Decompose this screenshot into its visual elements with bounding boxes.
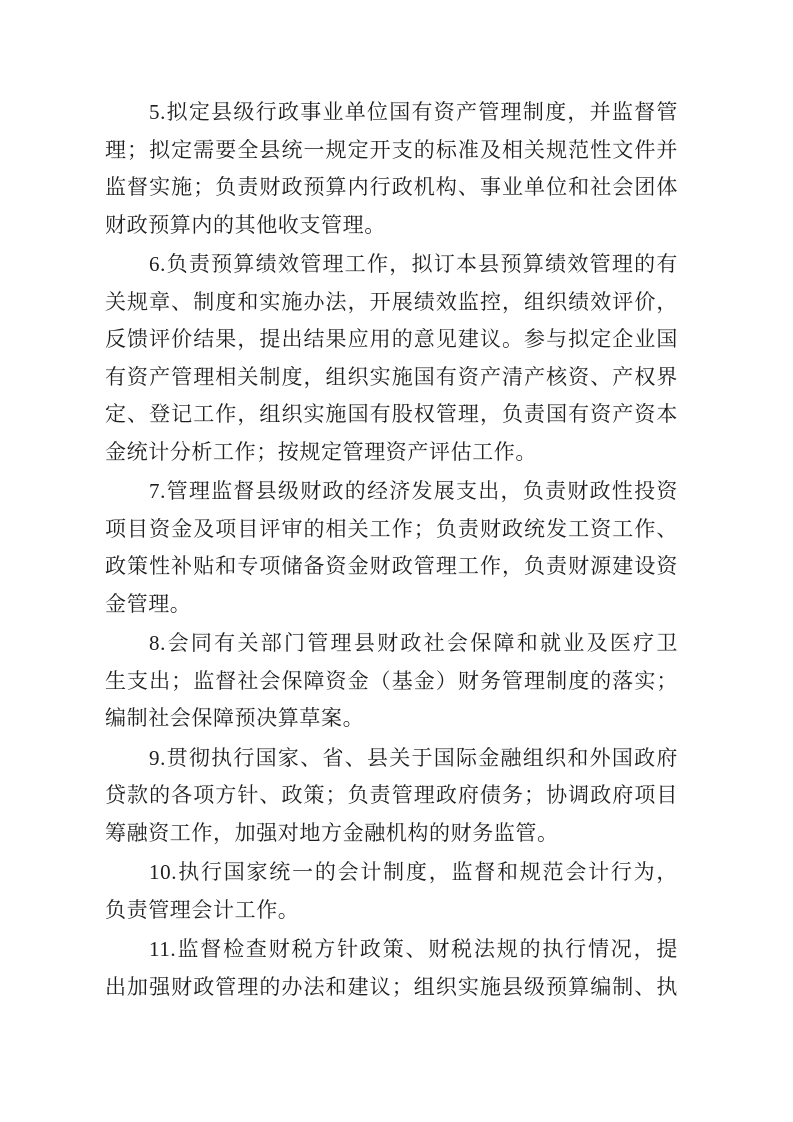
- paragraph-7: [105, 473, 678, 623]
- document-text-block: [105, 94, 678, 1008]
- text-line: 关规章、制度和实施办法，开展绩效监控，组织绩效评价，: [105, 289, 678, 314]
- text-line: 政策性补贴和专项储备资金财政管理工作，负责财源建设资: [105, 554, 678, 578]
- text-line: 10.执行国家统一的会计制度，监督和规范会计行为，: [149, 860, 678, 884]
- text-line: 财政预算内的其他收支管理。: [105, 212, 386, 237]
- text-line: 金统计分析工作；按规定管理资产评估工作。: [105, 439, 537, 464]
- text-line: 贷款的各项方针、政策；负责管理政府债务；协调政府项目: [105, 783, 678, 807]
- text-line: 有资产管理相关制度，组织实施国有资产清产核资、产权界: [105, 364, 678, 389]
- text-line: 理；拟定需要全县统一规定开支的标准及相关规范性文件并: [105, 137, 678, 162]
- paragraph-9: [105, 740, 678, 853]
- text-line: 6.负责预算绩效管理工作，拟订本县预算绩效管理的有: [149, 252, 678, 276]
- text-line: 出加强财政管理的办法和建议；组织实施县级预算编制、执: [105, 974, 678, 999]
- text-line: 编制社会保障预决算草案。: [105, 706, 365, 730]
- text-line: 监督实施；负责财政预算内行政机构、事业单位和社会团体: [105, 175, 678, 199]
- paragraph-10: [105, 854, 678, 929]
- paragraph-11: [105, 931, 678, 1006]
- text-line: 生支出；监督社会保障资金（基金）财务管理制度的落实；: [105, 668, 678, 693]
- paragraph-6: [105, 246, 678, 471]
- text-line: 金管理。: [105, 591, 192, 616]
- text-line: 筹融资工作，加强对地方金融机构的财务监管。: [105, 820, 559, 845]
- text-line: 负责管理会计工作。: [105, 897, 300, 922]
- text-line: 5.拟定县级行政事业单位国有资产管理制度，并监督管: [149, 100, 678, 124]
- text-line: 11.监督检查财税方针政策、财税法规的执行情况，提: [149, 937, 678, 961]
- text-line: 反馈评价结果，提出结果应用的意见建议。参与拟定企业国: [105, 327, 678, 351]
- text-line: 8.会同有关部门管理县财政社会保障和就业及医疗卫: [149, 631, 678, 655]
- text-line: 9.贯彻执行国家、省、县关于国际金融组织和外国政府: [149, 745, 678, 770]
- paragraph-8: [105, 625, 678, 738]
- text-line: 项目资金及项目评审的相关工作；负责财政统发工资工作、: [105, 516, 678, 541]
- text-line: 定、登记工作，组织实施国有股权管理，负责国有资产资本: [105, 402, 678, 426]
- text-line: 7.管理监督县级财政的经济发展支出，负责财政性投资: [149, 479, 678, 503]
- paragraph-5: [105, 94, 678, 244]
